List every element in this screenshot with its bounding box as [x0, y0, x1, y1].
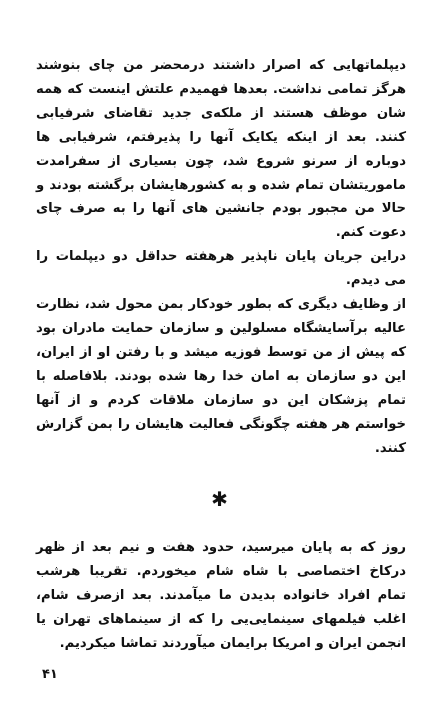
paragraph-weekly-diplomats: دراین جریان پایان ناپذیر هرهفته حداقل دو دیپلمات را می دیدم. — [36, 249, 406, 289]
paragraph-evening: روز که به پایان میرسید، حدود هفت و نیم بعد از ظهر درکاخ اختصاصی با شاه شام میخوردم. تقریبا هرشب تمام افراد خانواده بدیدن ما میآمدند. بعد ازصرف شام، اغلب فیلمهای سینمایی‌یی را که از سینماهای تهران یا انجمن ایران و امریکا برایمان میآوردند تماشا میکردیم. — [36, 540, 406, 651]
paragraph-duties: از وظایف دیگری که بطور خودکار بمن محول شد، نظارت عالیه برآسایشگاه مسلولین و سازمان حمایت مادران بود که پیش از من توسط فوزیه میشد و با رفتن او از ایران، این دو سازمان به امان خدا رها شده بودند. بلافاصله با تمام پزشکان این دو سازمان ملاقات کردم و از آنها خواستم هر هفته چگونگی فعالیت هایشان را بمن گزارش کنند. — [36, 297, 406, 456]
page-number: ۴۱ — [42, 667, 58, 682]
section-separator-asterisk: ✱ — [211, 487, 228, 511]
section-one — [36, 54, 406, 460]
paragraph-diplomats: دیپلماتهایی که اصرار داشتند درمحضر من چای بنوشند هرگز تمامی نداشت. بعدها فهمیدم علتش اینست که همه شان موظف هستند از ملکه‌ی جدید تقاضای شرفیابی کنند. بعد از اینکه یکایک آنها را پذیرفتم، شرفیابی ها دوباره از سرنو شروع شد، چون بسیاری از سفرامدت ماموریتشان تمام شده و به کشورهایشان برگشته بودند و حالا من مجبور بودم جانشین های آنها را به صرف چای دعوت کنم. — [36, 58, 406, 241]
section-two — [36, 536, 406, 656]
